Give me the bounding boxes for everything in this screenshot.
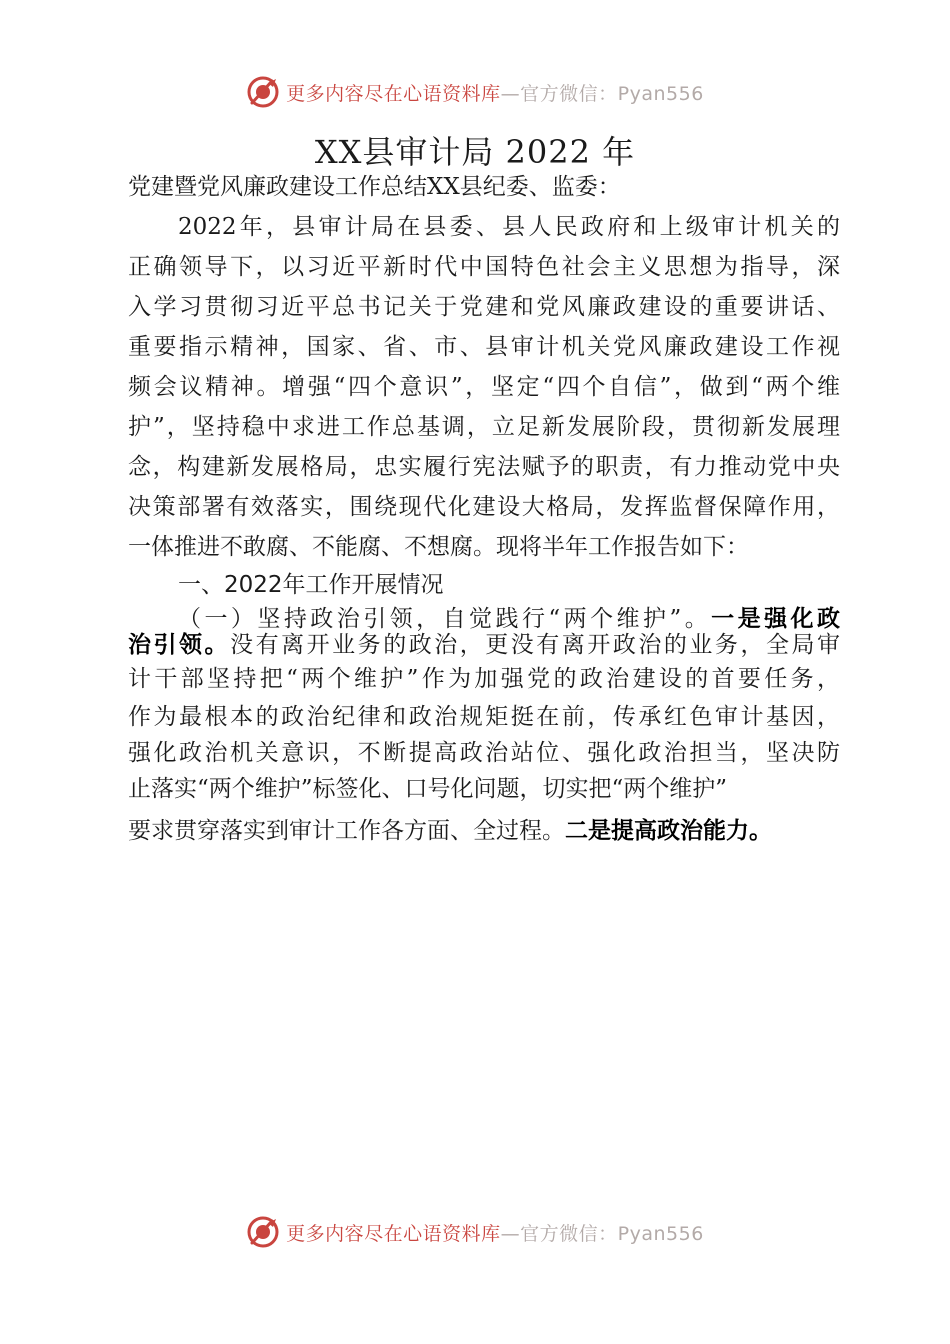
paragraph-line: 强化政治机关意识，不断提高政治站位、强化政治担当，坚决防 (128, 740, 840, 766)
watermark-text-primary: 更多内容尽在心语资料库 (286, 1222, 501, 1245)
subsection-heading: （一）坚持政治引领，自觉践行“两个维护”。 (178, 606, 712, 632)
watermark-logo-icon (246, 1215, 280, 1249)
paragraph-line: 一体推进不敢腐、不能腐、不想腐。现将半年工作报告如下： (128, 534, 749, 560)
paragraph-line: 正确领导下，以习近平新时代中国特色社会主义思想为指导，深 (128, 254, 840, 280)
watermark-text-secondary: —官方微信：Pyan556 (500, 1222, 704, 1245)
paragraph-line: 决策部署有效落实，围绕现代化建设大格局，发挥监督保障作用， (128, 494, 840, 520)
paragraph-line (128, 816, 840, 846)
watermark-text-primary: 更多内容尽在心语资料库 (286, 82, 501, 105)
bold-lead: 一是强化政 (711, 606, 840, 632)
paragraph-line: 2022年，县审计局在县委、县人民政府和上级审计机关的 (178, 214, 840, 240)
paragraph-line (128, 630, 840, 660)
paragraph-line: 作为最根本的政治纪律和政治规矩挺在前，传承红色审计基因， (128, 704, 840, 730)
paragraph-line: 入学习贯彻习近平总书记关于党建和党风廉政建设的重要讲话、 (128, 294, 840, 320)
paragraph-line: 护”，坚持稳中求进工作总基调，立足新发展阶段，贯彻新发展理 (128, 414, 840, 440)
paragraph-line: 计干部坚持把“两个维护”作为加强党的政治建设的首要任务， (128, 666, 840, 692)
paragraph-line: 频会议精神。增强“四个意识”，坚定“四个自信”，做到“两个维 (128, 374, 840, 400)
document-title: XX县审计局 2022 年 (314, 133, 636, 171)
paragraph-line: 重要指示精神，国家、省、市、县审计机关党风廉政建设工作视 (128, 334, 840, 360)
bold-lead: 治引领。 (128, 632, 231, 658)
paragraph-text: 要求贯穿落实到审计工作各方面、全过程。 (128, 818, 565, 844)
watermark-logo-icon (246, 75, 280, 109)
watermark-text-secondary: —官方微信：Pyan556 (500, 82, 704, 105)
bold-lead: 二是提高政治能力。 (565, 818, 772, 844)
paragraph-line: 止落实“两个维护”标签化、口号化问题，切实把“两个维护” (128, 776, 728, 802)
section-heading: 一、2022年工作开展情况 (178, 572, 444, 598)
watermark-footer (0, 1212, 950, 1252)
paragraph-line: 念，构建新发展格局，忠实履行宪法赋予的职责，有力推动党中央 (128, 454, 840, 480)
watermark-header (0, 72, 950, 112)
paragraph-text: 没有离开业务的政治，更没有离开政治的业务，全局审 (230, 632, 841, 658)
intro-line: 党建暨党风廉政建设工作总结XX县纪委、监委： (128, 174, 621, 200)
